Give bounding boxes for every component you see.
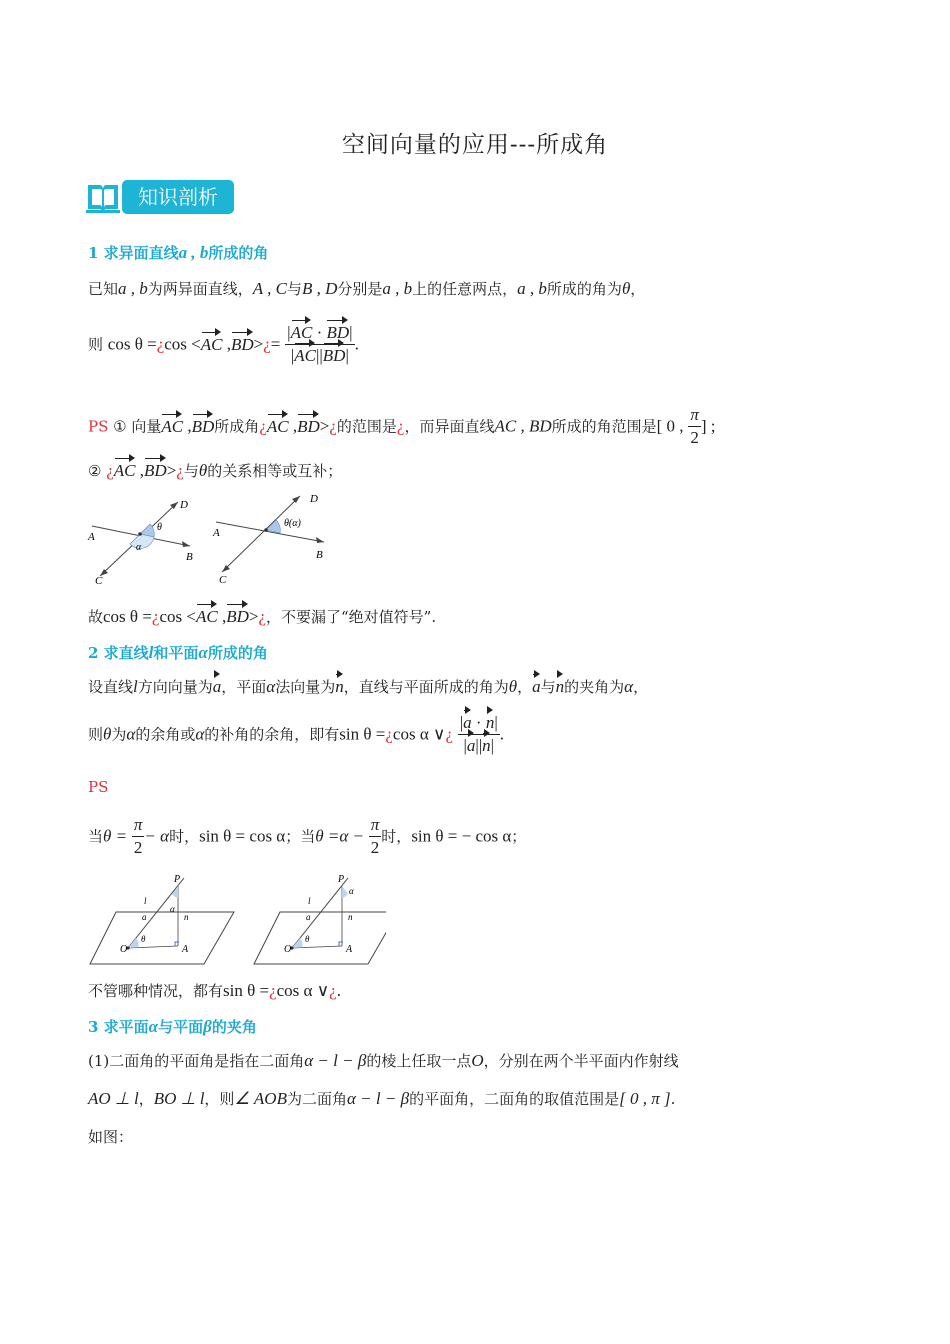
svg-text:a: a — [306, 912, 311, 922]
svg-text:θ: θ — [141, 934, 146, 944]
svg-text:O: O — [284, 944, 292, 955]
sec2-line2: 则θ为α的余角或α的补角的余角，即有sin θ =¿cos α ∨¿ $\frac{|a \cdot n|}{|a||n|}$ . — [88, 713, 504, 755]
svg-text:n: n — [184, 912, 189, 922]
sec1-ps1: PS ① 向量AC ,BD所成角¿AC ,BD>¿的范围是¿，而异面直线AC , BD所成的角范围是[ 0 , $\frac{\pi}{2}$ ] ; — [88, 405, 716, 447]
sec3-line2: AO ⊥ l，BO ⊥ l，则∠ AOB为二面角α − l − β的平面角，二面角的取值范围是[ 0 , π ]. — [88, 1089, 676, 1108]
svg-text:θ: θ — [305, 934, 310, 944]
svg-text:O: O — [120, 944, 128, 955]
sec2-ps-label: PS — [88, 778, 109, 796]
sec1-heading: 1 求异面直线a , b所成的角 — [88, 243, 269, 262]
svg-text:A: A — [346, 944, 353, 955]
figure-line-angles — [86, 490, 346, 594]
svg-text:C: C — [219, 574, 227, 586]
svg-text:n: n — [348, 912, 353, 922]
svg-text:A: A — [213, 527, 220, 539]
figure-plane-right — [254, 874, 386, 964]
sec3-line3: 如图： — [88, 1128, 134, 1146]
sec1-ps2: ② ¿AC ,BD>¿与θ的关系相等或互补； — [88, 461, 343, 480]
svg-text:A: A — [88, 531, 95, 543]
sec1-therefore: 故cos θ =¿cos <AC ,BD>¿，不要漏了“绝对值符号”. — [88, 607, 437, 626]
svg-text:α: α — [349, 886, 354, 896]
figure-plane-left — [90, 874, 234, 964]
svg-text:D: D — [310, 493, 318, 505]
sin-theta-fraction: $\frac{|a \cdot n|}{|a||n|}$ — [459, 713, 498, 755]
svg-text:D: D — [180, 499, 188, 511]
svg-text:θ: θ — [157, 522, 162, 533]
sec3-heading: 3 求平面α与平面β的夹角 — [88, 1017, 257, 1036]
sec2-heading: 2 求直线l和平面α所成的角 — [88, 643, 268, 662]
sec2-line1: 设直线l方向向量为a，平面α法向量为n，直线与平面所成的角为θ，a与n的夹角为α， — [88, 677, 649, 696]
sec2-conclusion: 不管哪种情况，都有sin θ =¿cos α ∨¿. — [88, 981, 341, 1000]
sec3-line1: (1)二面角的平面角是指在二面角α − l − β的棱上任取一点O，分别在两个半平面内作射线 — [88, 1051, 679, 1070]
sec1-formula: 则 cos θ =¿cos <AC ,BD>¿= $\frac{|AC \cdot BD|}{|AC||BD|}$ . — [88, 323, 359, 365]
svg-text:A: A — [182, 944, 189, 955]
svg-text:a: a — [142, 912, 147, 922]
svg-text:B: B — [316, 549, 323, 561]
sec1-line1: 已知a , b为两异面直线，A , C与B , D分别是a , b上的任意两点，a , b所成的角为θ， — [88, 279, 646, 298]
svg-text:α: α — [170, 904, 175, 914]
svg-text:l: l — [144, 896, 147, 906]
svg-text:P: P — [338, 874, 345, 885]
book-icon — [86, 180, 120, 214]
page-title: 空间向量的应用---所成角 — [341, 132, 609, 158]
sec2-ps-cases: 当θ = $\frac{\pi}{2}$ − α时，sin θ = cos α；当θ =α − $\frac{\pi}{2}$ 时，sin θ = − cos α； — [88, 815, 527, 857]
svg-text:C: C — [95, 575, 103, 587]
svg-text:θ(α): θ(α) — [284, 518, 301, 529]
svg-text:B: B — [186, 551, 193, 563]
figure-right — [212, 493, 324, 586]
svg-text:l: l — [308, 896, 311, 906]
figure-left — [87, 499, 193, 587]
abs-cos-fraction: $\frac{|AC \cdot BD|}{|AC||BD|}$ — [287, 323, 353, 365]
svg-text:P: P — [174, 874, 181, 885]
figure-line-plane — [86, 872, 386, 976]
badge-label: 知识剖析 — [122, 180, 234, 214]
svg-text:α: α — [136, 542, 142, 553]
